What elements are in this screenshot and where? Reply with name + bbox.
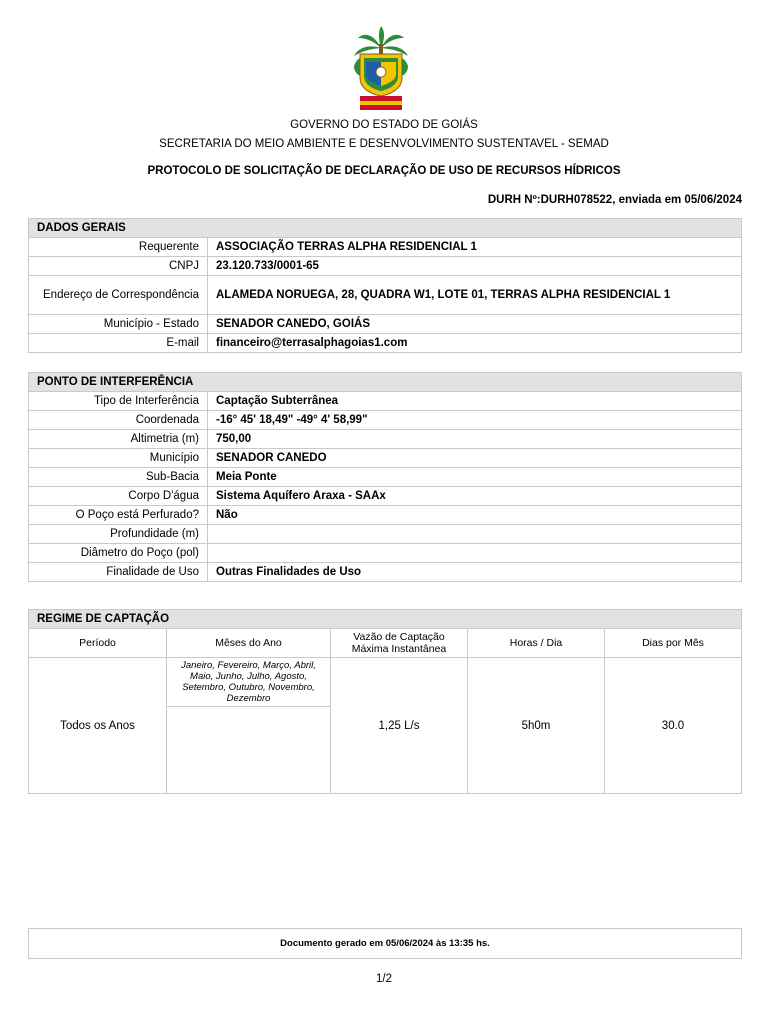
column-header: Dias por Mês <box>605 629 742 658</box>
section-title-ponto-interferencia: PONTO DE INTERFERÊNCIA <box>29 373 742 392</box>
dados-gerais-table <box>28 218 742 353</box>
table-row <box>29 658 742 707</box>
field-label: Altimetria (m) <box>29 430 208 449</box>
field-value-profundidade <box>208 525 742 544</box>
generated-date-footer: Documento gerado em 05/06/2024 às 13:35 hs. <box>28 928 742 959</box>
field-value-cnpj: 23.120.733/0001-65 <box>208 257 742 276</box>
secretariat-title: SECRETARIA DO MEIO AMBIENTE E DESENVOLVIMENTO SUSTENTAVEL - SEMAD <box>159 138 609 150</box>
field-label: Profundidade (m) <box>29 525 208 544</box>
cell-periodo: Todos os Anos <box>29 658 167 794</box>
field-label: Finalidade de Uso <box>29 563 208 582</box>
regime-captacao-table <box>28 609 742 794</box>
page-number: 1/2 <box>376 973 392 985</box>
document-title: PROTOCOLO DE SOLICITAÇÃO DE DECLARAÇÃO DE USO DE RECURSOS HÍDRICOS <box>147 165 621 177</box>
cell-meses: Janeiro, Fevereiro, Março, Abril, Maio, Junho, Julho, Agosto, Setembro, Outubro, Novembro, Dezembro <box>167 658 331 707</box>
field-label: Município - Estado <box>29 315 208 334</box>
field-label: Sub-Bacia <box>29 468 208 487</box>
section-title-dados-gerais: DADOS GERAIS <box>29 219 742 238</box>
table-row <box>29 487 742 506</box>
field-value-poco-perfurado: Não <box>208 506 742 525</box>
field-label: E-mail <box>29 334 208 353</box>
field-value-tipo-interferencia: Captação Subterrânea <box>208 392 742 411</box>
column-header: Período <box>29 629 167 658</box>
government-title: GOVERNO DO ESTADO DE GOIÁS <box>290 119 478 131</box>
field-label: CNPJ <box>29 257 208 276</box>
field-value-requerente: ASSOCIAÇÃO TERRAS ALPHA RESIDENCIAL 1 <box>208 238 742 257</box>
field-value-coordenada: -16° 45' 18,49" -49° 4' 58,99" <box>208 411 742 430</box>
table-row <box>29 430 742 449</box>
ponto-interferencia-table <box>28 372 742 582</box>
column-header: Mêses do Ano <box>167 629 331 658</box>
cell-vazao: 1,25 L/s <box>331 658 468 794</box>
field-label: Município <box>29 449 208 468</box>
table-row <box>29 563 742 582</box>
field-label: Diâmetro do Poço (pol) <box>29 544 208 563</box>
durh-number: DURH Nº:DURH078522, enviada em 05/06/2024 <box>487 194 742 206</box>
field-value-finalidade: Outras Finalidades de Uso <box>208 563 742 582</box>
field-label: Endereço de Correspondência <box>29 276 208 315</box>
field-label: Requerente <box>29 238 208 257</box>
table-row <box>29 238 742 257</box>
table-row <box>29 506 742 525</box>
table-row <box>29 276 742 315</box>
field-label: Coordenada <box>29 411 208 430</box>
field-value-corpo-dagua: Sistema Aquífero Araxa - SAAx <box>208 487 742 506</box>
cell-horas: 5h0m <box>468 658 605 794</box>
table-row <box>29 392 742 411</box>
field-value-email: financeiro@terrasalphagoias1.com <box>208 334 742 353</box>
field-value-sub-bacia: Meia Ponte <box>208 468 742 487</box>
cell-dias: 30.0 <box>605 658 742 794</box>
table-row <box>29 544 742 563</box>
field-label: Corpo D'água <box>29 487 208 506</box>
field-value-municipio: SENADOR CANEDO <box>208 449 742 468</box>
column-header: Horas / Dia <box>468 629 605 658</box>
table-header-row <box>29 629 742 658</box>
field-value-altimetria: 750,00 <box>208 430 742 449</box>
column-header: Vazão de Captação Máxima Instantânea <box>331 629 468 658</box>
table-row <box>29 525 742 544</box>
field-label: Tipo de Interferência <box>29 392 208 411</box>
table-row <box>29 257 742 276</box>
field-value-endereco: ALAMEDA NORUEGA, 28, QUADRA W1, LOTE 01, TERRAS ALPHA RESIDENCIAL 1 <box>208 276 742 315</box>
goias-coat-of-arms-icon <box>346 26 416 112</box>
table-row <box>29 411 742 430</box>
table-row <box>29 334 742 353</box>
field-value-diametro <box>208 544 742 563</box>
table-row <box>29 449 742 468</box>
field-label: O Poço está Perfurado? <box>29 506 208 525</box>
field-value-municipio-estado: SENADOR CANEDO, GOIÁS <box>208 315 742 334</box>
section-title-regime-captacao: REGIME DE CAPTAÇÃO <box>29 610 742 629</box>
cell-empty <box>167 707 331 794</box>
table-row <box>29 315 742 334</box>
table-row <box>29 468 742 487</box>
